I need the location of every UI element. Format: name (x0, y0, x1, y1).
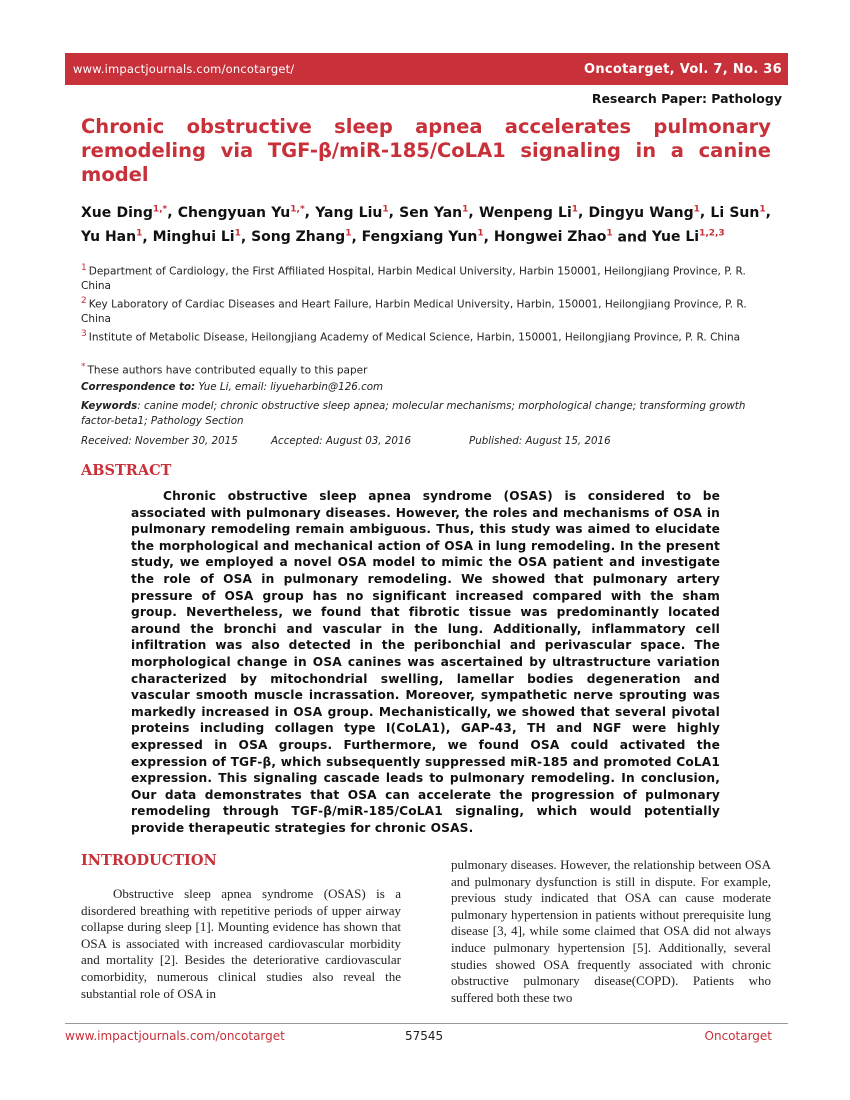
author-name (81, 205, 167, 221)
author-name-text: Li Sun (710, 204, 760, 221)
author-affiliation-sup: 1 (234, 228, 241, 239)
footer-divider (65, 1023, 788, 1024)
author-name-text: Xue Ding (81, 204, 153, 221)
author-name (652, 229, 725, 245)
author-name-text: Sen Yan (399, 204, 463, 221)
header-url-link[interactable]: www.impactjournals.com/oncotarget/ (73, 62, 295, 76)
author-affiliation-sup: 1 (345, 228, 352, 239)
author-name-text: Minghui Li (152, 229, 235, 246)
affiliation-text: Department of Cardiology, the First Affiliated Hospital, Harbin Medical University, Harbin 150001, Heilongjiang Province, P. R. China (81, 265, 746, 292)
author-name (589, 205, 700, 221)
author-affiliation-sup: 1 (477, 228, 484, 239)
affiliation-number: 1 (81, 263, 87, 273)
received-date: Received: November 30, 2015 (81, 435, 238, 447)
author-affiliation-sup: 1 (136, 228, 143, 239)
introduction-right-column: pulmonary diseases. However, the relationship between OSA and pulmonary dysfunction is still in dispute. For example, previous study indicated that OSA can cause moderate pulmonary hypertension in patients without prerequisite lung disease [3, 4], while some claimed that OSA did not always induce pulmonary hypertension [5]. Additionally, several studies showed OSA frequently associated with chronic obstructive pulmonary disease(COPD). Patients who suffered both these two (451, 857, 771, 1005)
correspondence-label: Correspondence to: (81, 381, 196, 393)
author-name (315, 205, 388, 221)
author-name (479, 205, 578, 221)
author-name (710, 205, 765, 221)
author-affiliation-sup: 1 (693, 204, 700, 214)
footer-journal-name: Oncotarget (704, 1029, 772, 1043)
keywords-label: Keywords (81, 400, 138, 412)
affiliation-text: These authors have contributed equally to this paper (87, 364, 368, 377)
author-name (362, 229, 484, 245)
author-name (178, 205, 305, 221)
author-affiliation-sup: 1 (382, 204, 389, 214)
abstract-heading: ABSTRACT (81, 462, 172, 479)
affiliation-number: * (81, 362, 86, 372)
affiliation-number: 2 (81, 296, 87, 306)
author-name-text: Hongwei Zhao (493, 229, 607, 246)
affiliation-2 (81, 294, 771, 326)
footer-page-number: 57545 (405, 1029, 444, 1043)
author-name-text: Chengyuan Yu (177, 204, 291, 221)
keywords-text: : canine model; chronic obstructive sleep apnea; molecular mechanisms; morphological change; transforming growth factor-beta1; Pathology Section (81, 400, 746, 427)
abstract-text: Chronic obstructive sleep apnea syndrome (OSAS) is considered to be associated with pulmonary diseases. However, the roles and mechanisms of OSA in pulmonary remodeling remain ambiguous. Thus, this study was aimed to elucidate the morphological and mechanical action of OSA in lung remodeling. In the present study, we employed a novel OSA model to mimic the OSA patient and investigate the role of OSA in pulmonary remodeling. We showed that pulmonary artery pressure of OSA group has no significant increased compared with the sham group. Nevertheless, we found that fibrotic tissue was predominantly located around the bronchi and vascular in the lung. Additionally, inflammatory cell infiltration was also detected in the peribonchial and perivascular space. The morphological change in OSA canines was ascertained by ultrastructure variation characterized by mitochondrial swelling, lamellar bodies degeneration and vascular smooth muscle incrassation. Moreover, sympathetic nerve sprouting was markedly increased in OSA group. Mechanistically, we showed that several pivotal proteins including collagen type I(CoLA1), GAP-43, TH and NGF were highly expressed in OSA groups. Furthermore, we found OSA could activated the expression of TGF-β, which subsequently suppressed miR-185 and promoted CoLA1 expression. This signaling cascade leads to pulmonary remodeling. In conclusion, Our data demonstrates that OSA can accelerate the progression of pulmonary remodeling through TGF-β/miR-185/CoLA1 signaling, which would potentially provide therapeutic strategies for chronic OSAS. (131, 489, 720, 835)
author-name-text: Wenpeng Li (478, 204, 572, 221)
author-name-text: Yue Li (651, 229, 700, 246)
author-affiliation-sup: 1,* (290, 204, 305, 214)
author-name (494, 229, 613, 245)
footer-url-link[interactable]: www.impactjournals.com/oncotarget (65, 1029, 285, 1043)
keywords-line (81, 399, 771, 429)
affiliation-number: 3 (81, 329, 87, 339)
published-date: Published: August 15, 2016 (469, 435, 611, 447)
author-name (81, 229, 142, 245)
author-affiliation-sup: 1,* (152, 204, 168, 214)
author-name (153, 229, 241, 245)
author-affiliation-sup: 1 (462, 204, 469, 214)
equal-contribution-note (81, 360, 771, 378)
affiliation-text: Institute of Metabolic Disease, Heilongjiang Academy of Medical Science, Harbin, 150001, Heilongjiang Province, P. R. China (88, 331, 741, 344)
author-name (399, 205, 468, 221)
introduction-left-column: Obstructive sleep apnea syndrome (OSAS) is a disordered breathing with repetitive periods of upper airway collapse during sleep [1]. Mounting evidence has shown that OSA is associated with increased cardiovascular morbidity and mortality [2]. Besides the deteriorative cardiovascular comorbidity, numerous clinical studies also reveal the substantial role of OSA in (81, 886, 401, 1001)
author-affiliation-sup: 1 (571, 204, 579, 214)
author-name-text: Song Zhang (251, 229, 346, 246)
affiliation-text: Key Laboratory of Cardiac Diseases and Heart Failure, Harbin Medical University, Harbin, 150001, Heilongjiang Province, P. R. China (81, 298, 747, 325)
author-name-text: Yu Han (81, 229, 137, 246)
author-affiliation-sup: 1 (606, 228, 613, 239)
author-name (251, 229, 351, 245)
paper-type-label: Research Paper: Pathology (591, 91, 782, 106)
publication-dates (81, 435, 771, 450)
affiliation-3 (81, 327, 771, 345)
author-name-text: Yang Liu (315, 204, 383, 221)
correspondence-line (81, 380, 771, 395)
author-list: Xue Ding$^{1,*}$, Chengyuan $Yu^{1,*}$, Yang Liu$^1$, Sen Yan$^1$, Wenpeng Li$^1$, Dingyu Wang$^1$, Li Sun$^1$, Yu Han$^1$, Minghui Li$^1$, Song Zhang$^1$, Fengxiang Yun$^1$, Hongwei Zhao$^1$ and Yue Li$^{1,2,3}$ (81, 204, 771, 246)
correspondence-text[interactable]: Yue Li, email: liyueharbin@126.com (198, 381, 384, 393)
affiliation-1 (81, 261, 771, 293)
author-affiliation-sup: 1 (759, 204, 766, 214)
author-name-text: Fengxiang Yun (361, 229, 478, 246)
header-journal-citation: Oncotarget, Vol. 7, No. 36 (583, 61, 782, 77)
accepted-date: Accepted: August 03, 2016 (271, 435, 412, 447)
author-name-text: Dingyu Wang (588, 204, 694, 221)
journal-header-bar (65, 53, 788, 85)
author-affiliation-sup: 1,2,3 (699, 228, 725, 239)
introduction-heading: INTRODUCTION (81, 852, 217, 869)
paper-title: Chronic obstructive sleep apnea accelerates pulmonary remodeling via TGF-β/miR-185/CoLA1 signaling in a canine model (81, 115, 771, 186)
